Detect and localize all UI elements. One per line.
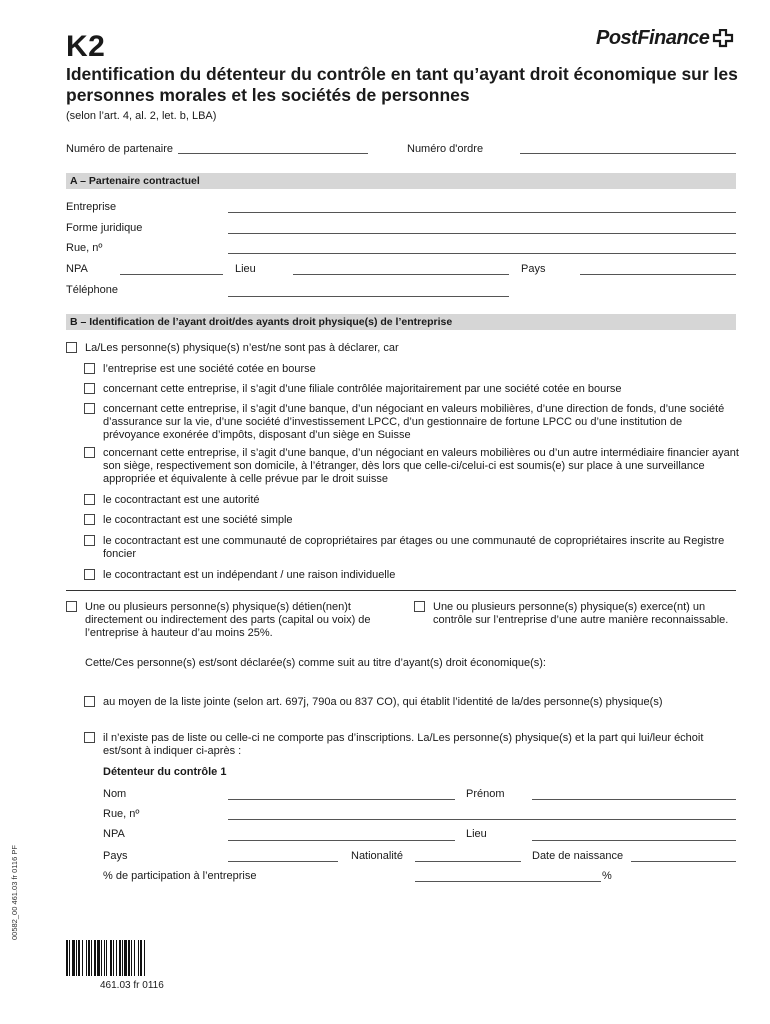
partner-number-label: Numéro de partenaire [66,143,174,155]
pays-label: Pays [521,263,546,275]
not-declared-checkbox[interactable] [66,342,77,353]
holders-25-label: Une ou plusieurs personne(s) physique(s) détien(nen)t directement ou indirectement des parts (capital ou voix) de l’entreprise à hauteur d’au moins 25%. [85,601,371,639]
npa-field[interactable] [120,274,223,275]
telephone-label: Téléphone [66,284,118,296]
option-swiss-institution-label: concernant cette entreprise, il s’agit d’une banque, d’un négociant en valeurs mobilières, d’une direction de fonds, d’une société d’assurance sur la vie, d’une société d’investissement LPCC, d’un gestionnaire de fortune LPCC ou d’une institution de prévoyance exonérée d’impôts, disposant d’un siège en Suisse [103,403,725,441]
vertical-form-code: 00582_00 461.03 fr 0116 PF [10,845,19,940]
form-code: K2 [66,30,106,63]
postfinance-logo [596,27,734,50]
holder-lieu-field[interactable] [532,840,736,841]
entreprise-field[interactable] [228,212,736,213]
no-list-label: il n’existe pas de liste ou celle-ci ne comporte pas d’inscriptions. La/Les personne(s) physique(s) et la part qui lui/leur échoit est/sont à indiquer ci-après : [103,732,704,757]
barcode-text: 461.03 fr 0116 [100,980,164,991]
page-title: Identification du détenteur du contrôle en tant qu’ayant droit économique sur les personnes morales et les sociétés de personnes [66,64,738,105]
holder-nom-label: Nom [103,788,127,800]
holder-pays-field[interactable] [228,861,338,862]
option-simple-company-label: le cocontractant est une société simple [103,514,293,526]
pays-field[interactable] [580,274,736,275]
option-co-owners-checkbox[interactable] [84,535,95,546]
holder-participation-field[interactable] [415,881,601,882]
holder-naissance-field[interactable] [631,861,736,862]
holder-rue-field[interactable] [228,819,736,820]
rue-label: Rue, nº [66,242,103,254]
option-listed-label: l’entreprise est une société cotée en bourse [103,363,316,375]
order-number-label: Numéro d'ordre [407,143,484,155]
holder-nationalite-field[interactable] [415,861,521,862]
holder-rue-label: Rue, nº [103,808,140,820]
other-control-label: Une ou plusieurs personne(s) physique(s) exerce(nt) un contrôle sur l’entreprise d’une autre manière reconnaissable. [433,601,729,626]
order-number-field[interactable] [520,153,736,154]
holder-participation-label: % de participation à l’entreprise [103,870,257,882]
option-foreign-institution-checkbox[interactable] [84,447,95,458]
holder-nationalite-label: Nationalité [351,850,403,862]
holder-1-title: Détenteur du contrôle 1 [103,766,227,778]
brand-name: PostFinance [596,27,710,49]
section-a-title: A – Partenaire contractuel [70,175,200,187]
attached-list-label: au moyen de la liste jointe (selon art. 697j, 790a ou 837 CO), qui établit l’identité de la/des personne(s) physique(s) [103,696,663,708]
npa-label: NPA [66,263,88,275]
partner-number-field[interactable] [178,153,368,154]
holder-pays-label: Pays [103,850,128,862]
lieu-label: Lieu [235,263,256,275]
option-subsidiary-checkbox[interactable] [84,383,95,394]
no-list-checkbox[interactable] [84,732,95,743]
barcode [66,940,180,976]
holder-lieu-label: Lieu [466,828,487,840]
holder-npa-label: NPA [103,828,125,840]
attached-list-checkbox[interactable] [84,696,95,707]
rue-field[interactable] [228,253,736,254]
holder-nom-field[interactable] [228,799,455,800]
section-b-header [66,314,736,330]
holder-prenom-label: Prénom [466,788,505,800]
entreprise-label: Entreprise [66,201,117,213]
option-subsidiary-label: concernant cette entreprise, il s’agit d’une filiale contrôlée majoritairement par une société cotée en bourse [103,383,622,395]
holders-25-checkbox[interactable] [66,601,77,612]
section-b-title: B – Identification de l’ayant droit/des ayants droit physique(s) de l’entreprise [70,316,453,328]
page-subtitle: (selon l’art. 4, al. 2, let. b, LBA) [66,110,217,122]
holder-npa-field[interactable] [228,840,455,841]
option-foreign-institution-label: concernant cette entreprise, il s’agit d’une banque, d’un négociant en valeurs mobilières ou d’un autre intermédiaire financier ayant son siège, respectivement son domicile, à l’étranger, dès lors que celle-ci/celui-ci est soumis(e) sur place à une surveillance appropriée et équivalente à celle prévue par le droit suisse [103,447,739,485]
telephone-field[interactable] [228,296,509,297]
option-independent-checkbox[interactable] [84,569,95,580]
option-simple-company-checkbox[interactable] [84,514,95,525]
swiss-cross-icon [712,29,734,49]
lieu-field[interactable] [293,274,509,275]
option-independent-label: le cocontractant est un indépendant / une raison individuelle [103,569,396,581]
holder-naissance-label: Date de naissance [532,850,624,862]
option-listed-checkbox[interactable] [84,363,95,374]
other-control-checkbox[interactable] [414,601,425,612]
declared-intro: Cette/Ces personne(s) est/sont déclarée(s) comme suit au titre d’ayant(s) droit économique(s): [85,657,546,669]
section-a-header [66,173,736,189]
holder-prenom-field[interactable] [532,799,736,800]
forme-juridique-field[interactable] [228,233,736,234]
section-divider [66,590,736,591]
option-authority-checkbox[interactable] [84,494,95,505]
forme-juridique-label: Forme juridique [66,222,143,234]
option-authority-label: le cocontractant est une autorité [103,494,260,506]
option-swiss-institution-checkbox[interactable] [84,403,95,414]
not-declared-label: La/Les personne(s) physique(s) n’est/ne sont pas à déclarer, car [85,342,399,354]
option-co-owners-label: le cocontractant est une communauté de copropriétaires par étages ou une communauté de copropriétaires inscrite au Registre foncier [103,535,725,560]
percent-sign: % [602,870,612,882]
